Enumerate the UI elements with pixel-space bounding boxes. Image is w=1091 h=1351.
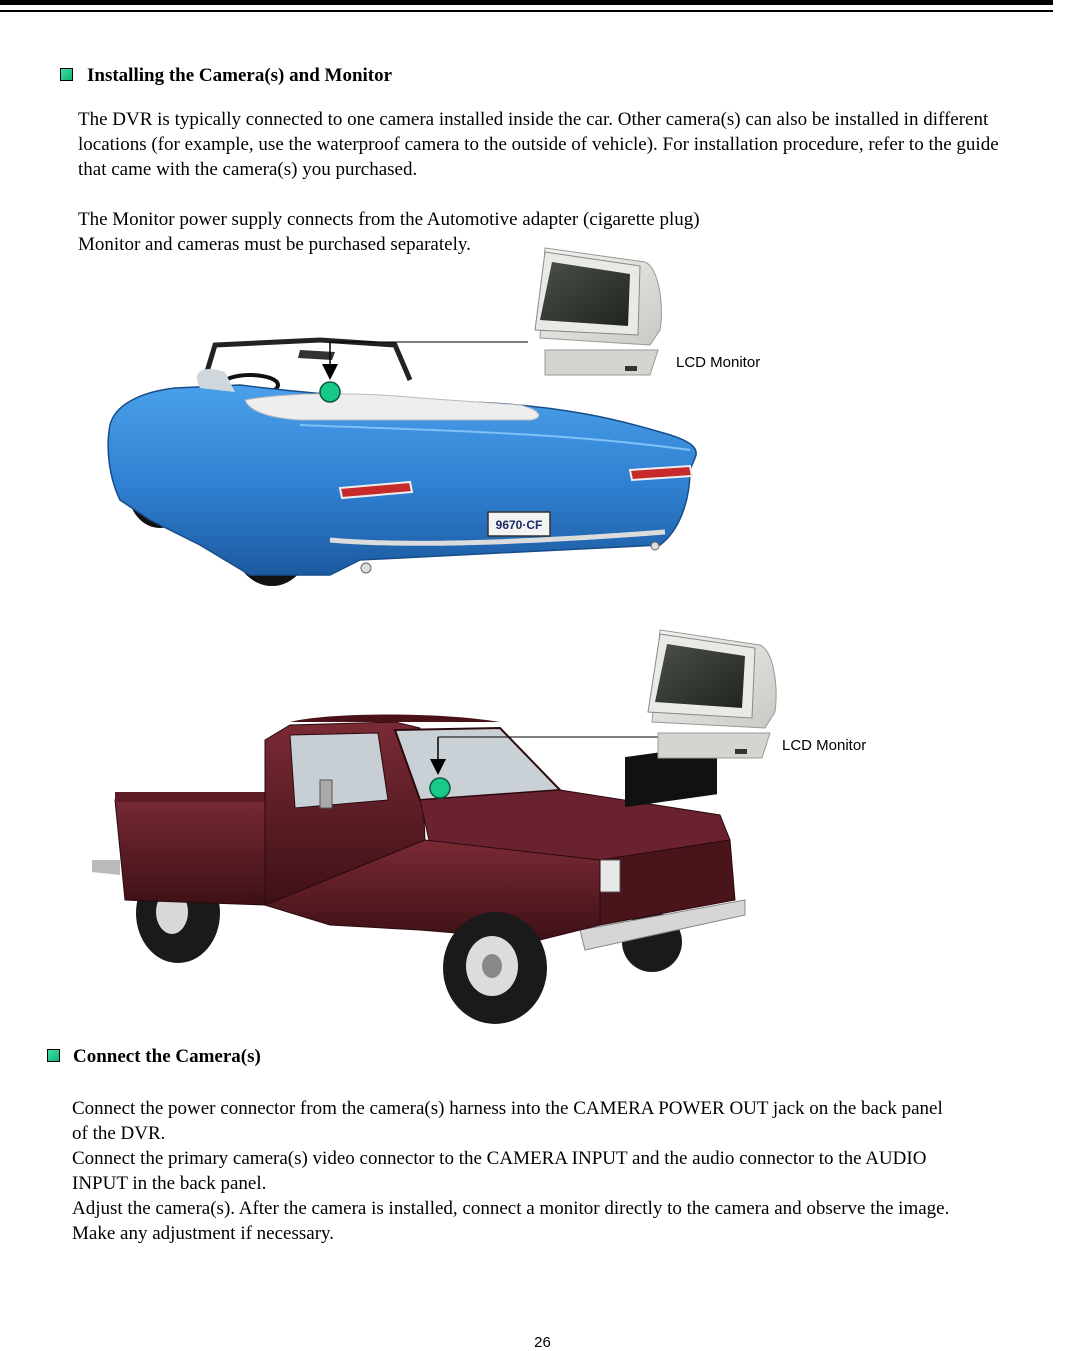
- paragraph-line: of the DVR.: [72, 1123, 166, 1144]
- paragraph-line: Adjust the camera(s). After the camera is installed, connect a monitor directly to the camera and observe the image.: [72, 1198, 950, 1219]
- connect-paragraph: [72, 1096, 949, 1246]
- paragraph-line: Connect the primary camera(s) video connector to the CAMERA INPUT and the audio connector to the AUDIO: [72, 1148, 927, 1169]
- lcd-monitor-label: LCD Monitor: [676, 354, 761, 371]
- page-number: 26: [534, 1334, 551, 1351]
- paragraph-line: The Monitor power supply connects from the Automotive adapter (cigarette plug): [78, 209, 700, 230]
- paragraph-line: locations (for example, use the waterproof camera to the outside of vehicle). For installation procedure, refer to the guide: [78, 134, 999, 155]
- camera-marker-icon: [430, 778, 450, 798]
- section-heading-connect: Connect the Camera(s): [73, 1046, 261, 1067]
- section-heading-install: Installing the Camera(s) and Monitor: [87, 65, 393, 86]
- paragraph-line: that came with the camera(s) you purchased.: [78, 159, 418, 180]
- license-plate-text: 9670·CF: [495, 518, 543, 532]
- lcd-monitor-label: LCD Monitor: [782, 737, 867, 754]
- paragraph-line: INPUT in the back panel.: [72, 1173, 267, 1194]
- paragraph-line: Connect the power connector from the camera(s) harness into the CAMERA POWER OUT jack on the back panel: [72, 1098, 943, 1119]
- lcd-monitor-icon: [648, 630, 776, 758]
- paragraph-line: Make any adjustment if necessary.: [72, 1223, 335, 1244]
- paragraph-line: Monitor and cameras must be purchased separately.: [78, 234, 471, 255]
- section-bullet-icon: [47, 1049, 60, 1062]
- paragraph-line: The DVR is typically connected to one camera installed inside the car. Other camera(s) can also be installed in different: [78, 109, 989, 130]
